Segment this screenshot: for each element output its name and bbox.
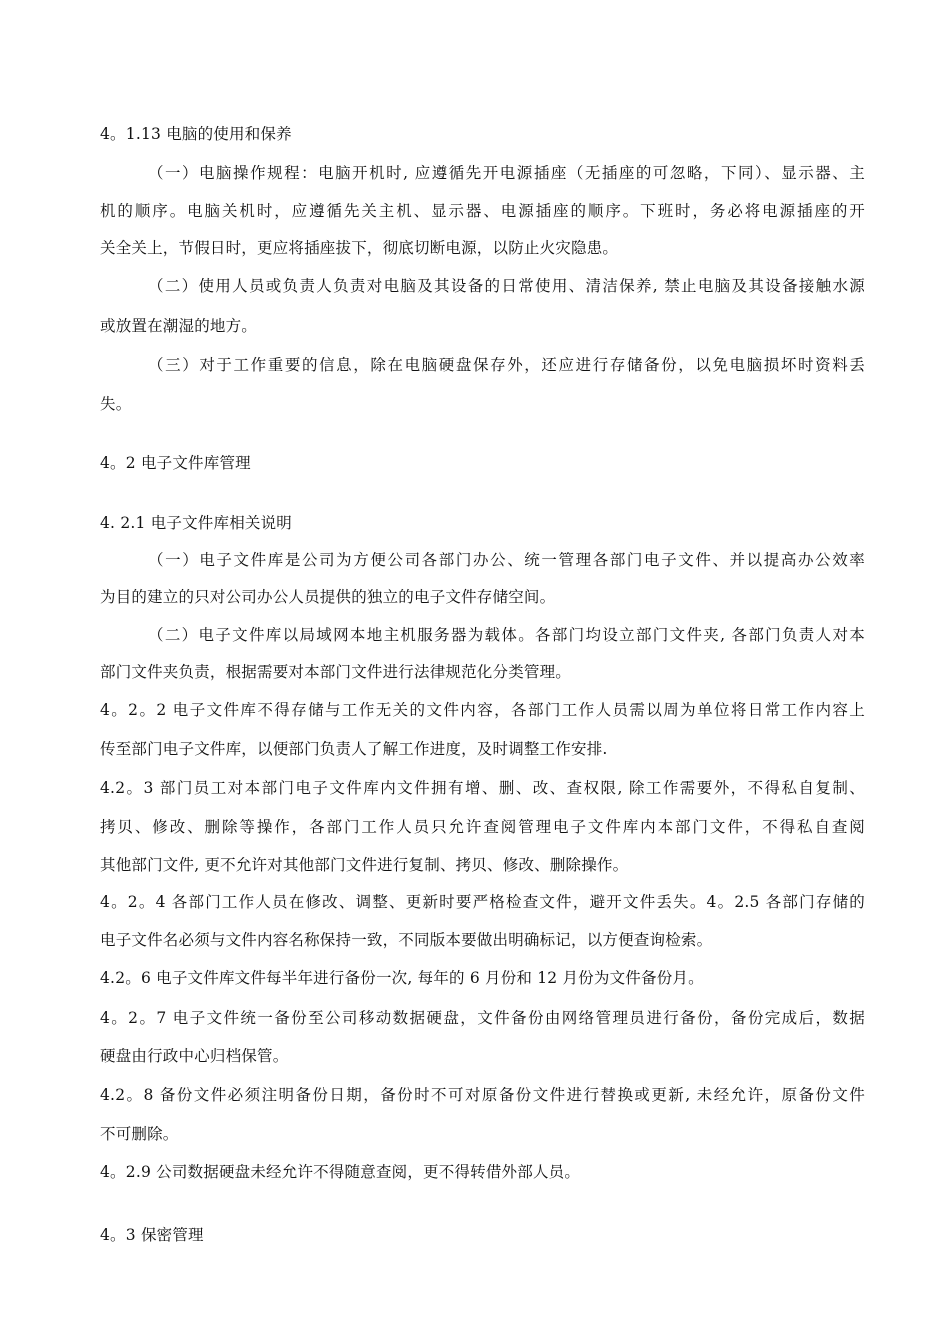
paragraph-line: 失。	[100, 395, 132, 413]
rule-4-2-9: 4。2.9 公司数据硬盘未经允许不得随意查阅，更不得转借外部人员。	[100, 1163, 581, 1181]
paragraph-line: 其他部门文件, 更不允许对其他部门文件进行复制、拷贝、修改、删除操作。	[100, 856, 629, 874]
paragraph-line: （三）对于工作重要的信息，除在电脑硬盘保存外，还应进行存储备份，以免电脑损坏时资料丢	[148, 356, 865, 374]
section-heading-4-2-1: 4. 2.1 电子文件库相关说明	[100, 514, 292, 532]
rule-4-2-2: 4。2。2 电子文件库不得存储与工作无关的文件内容，各部门工作人员需以周为单位将日常工作内容上	[100, 701, 865, 719]
paragraph-line: 为目的建立的只对公司办公人员提供的独立的电子文件存储空间。	[100, 588, 556, 606]
section-heading-4-2: 4。2 电子文件库管理	[100, 454, 251, 472]
rule-4-2-3: 4.2。3 部门员工对本部门电子文件库内文件拥有增、删、改、查权限, 除工作需要外，不得私自复制、	[100, 779, 865, 797]
paragraph-line: （一）电子文件库是公司为方便公司各部门办公、统一管理各部门电子文件、并以提高办公效率	[148, 551, 865, 569]
paragraph-line: 传至部门电子文件库，以便部门负责人了解工作进度，及时调整工作安排.	[100, 740, 608, 758]
paragraph-line: 硬盘由行政中心归档保管。	[100, 1047, 289, 1065]
paragraph-line: 拷贝、修改、删除等操作，各部门工作人员只允许查阅管理电子文件库内本部门文件，不得私自查阅	[100, 818, 865, 836]
paragraph-line: 不可删除。	[100, 1125, 179, 1143]
paragraph-line: 部门文件夹负责，根据需要对本部门文件进行法律规范化分类管理。	[100, 663, 572, 681]
rule-4-2-7: 4。2。7 电子文件统一备份至公司移动数据硬盘，文件备份由网络管理员进行备份，备份完成后，数据	[100, 1009, 865, 1027]
paragraph-line: （二）使用人员或负责人负责对电脑及其设备的日常使用、清洁保养, 禁止电脑及其设备接触水源	[148, 277, 865, 295]
section-heading-4-3: 4。3 保密管理	[100, 1226, 204, 1244]
rule-4-2-6: 4.2。6 电子文件库文件每半年进行备份一次, 每年的 6 月份和 12 月份为文件备份月。	[100, 969, 704, 987]
paragraph-line: （一）电脑操作规程：电脑开机时, 应遵循先开电源插座（无插座的可忽略，下同）、显示器、主	[148, 164, 865, 182]
paragraph-line: 关全关上，节假日时，更应将插座拔下，彻底切断电源，以防止火灾隐患。	[100, 239, 619, 257]
rule-4-2-8: 4.2。8 备份文件必须注明备份日期，备份时不可对原备份文件进行替换或更新, 未经允许，原备份文件	[100, 1086, 865, 1104]
section-heading-4-1-13: 4。1.13 电脑的使用和保养	[100, 125, 292, 143]
paragraph-line: 电子文件名必须与文件内容名称保持一致，不同版本要做出明确标记，以方便查询检索。	[100, 931, 713, 949]
paragraph-line: 或放置在潮湿的地方。	[100, 317, 258, 335]
rule-4-2-4: 4。2。4 各部门工作人员在修改、调整、更新时要严格检查文件，避开文件丢失。4。2.5 各部门存储的	[100, 893, 865, 911]
paragraph-line: 机的顺序。电脑关机时，应遵循先关主机、显示器、电源插座的顺序。下班时，务必将电源插座的开	[100, 202, 865, 220]
paragraph-line: （二）电子文件库以局域网本地主机服务器为载体。各部门均设立部门文件夹, 各部门负责人对本	[148, 626, 865, 644]
